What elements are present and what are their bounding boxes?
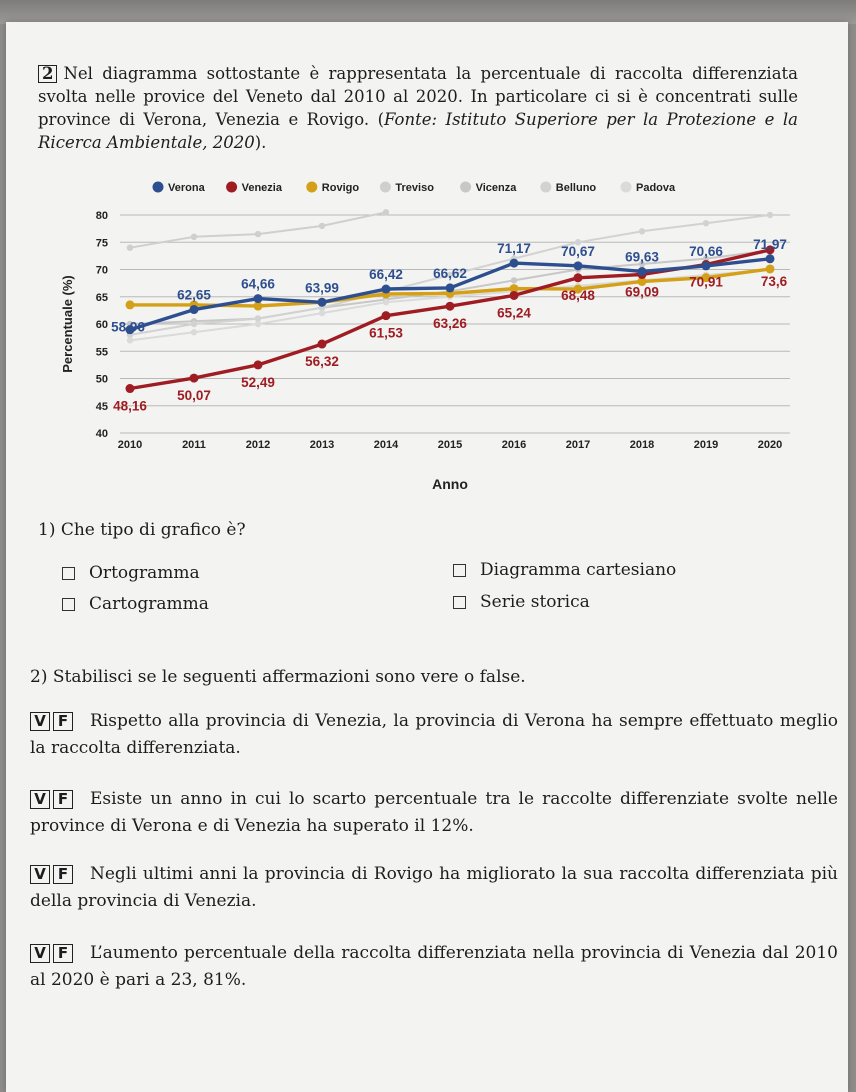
legend-label: Belluno xyxy=(555,182,597,194)
data-point-verona xyxy=(574,261,583,270)
data-label-venezia: 48,16 xyxy=(113,398,147,414)
y-tick-label: 55 xyxy=(95,346,108,359)
intro-text: Nel diagramma sottostante è rappresentata la percentuale di raccolta differenziata svolta nelle provice del Veneto dal 2010 al 2020. In particolare ci si è concentrati sulle province di Verona, Venezia e Rovigo. ( xyxy=(38,64,798,129)
option-label: Diagramma cartesiano xyxy=(480,560,677,580)
data-label-verona: 64,66 xyxy=(241,276,275,292)
data-point-treviso xyxy=(127,245,133,251)
data-label-verona: 66,42 xyxy=(369,267,403,283)
statement-4 xyxy=(30,940,838,994)
option-label: Serie storica xyxy=(480,592,590,612)
data-point-verona xyxy=(702,261,711,270)
false-box[interactable]: F xyxy=(53,865,73,884)
data-point-venezia xyxy=(574,273,583,282)
legend-label: Venezia xyxy=(241,182,282,194)
question-number-box: 2 xyxy=(38,65,57,83)
x-tick-label: 2018 xyxy=(629,439,655,451)
legend-label: Treviso xyxy=(395,182,434,194)
data-point-venezia xyxy=(382,311,391,320)
true-false-boxes[interactable] xyxy=(30,712,76,731)
data-point-verona xyxy=(382,285,391,294)
y-tick-label: 75 xyxy=(95,237,108,250)
true-box[interactable]: V xyxy=(30,712,50,731)
checkbox[interactable] xyxy=(453,596,466,609)
data-label-venezia: 56,32 xyxy=(305,354,339,370)
true-false-boxes[interactable] xyxy=(30,790,76,809)
data-point-treviso xyxy=(383,209,389,215)
x-tick-label: 2020 xyxy=(757,439,783,451)
data-label-verona: 71,97 xyxy=(753,236,787,252)
data-label-verona: 70,67 xyxy=(561,243,595,259)
true-box[interactable]: V xyxy=(30,790,50,809)
option-ortogramma[interactable] xyxy=(62,563,200,583)
option-diagramma-cartesiano[interactable] xyxy=(453,560,676,580)
data-point-venezia xyxy=(126,384,135,393)
y-axis-title: Percentuale (%) xyxy=(60,275,75,373)
x-tick-label: 2010 xyxy=(117,439,143,451)
data-point-venezia xyxy=(190,374,199,383)
legend-label: Rovigo xyxy=(321,182,360,194)
data-point-vicenza xyxy=(511,277,517,283)
data-label-verona: 69,63 xyxy=(625,249,659,265)
true-box[interactable]: V xyxy=(30,944,50,963)
data-point-treviso xyxy=(191,234,197,240)
data-point-treviso xyxy=(319,223,325,229)
data-point-verona xyxy=(190,305,199,314)
data-point-verona xyxy=(318,298,327,307)
photo-top-shadow xyxy=(0,0,856,24)
data-point-belluno xyxy=(703,220,709,226)
y-tick-label: 80 xyxy=(95,210,108,222)
data-label-venezia: 61,53 xyxy=(369,325,403,341)
x-tick-label: 2017 xyxy=(565,439,591,451)
chart-svg xyxy=(50,175,810,505)
y-tick-label: 65 xyxy=(95,291,108,304)
data-point-belluno xyxy=(191,321,197,327)
data-point-verona xyxy=(638,267,647,276)
data-label-venezia: 70,91 xyxy=(689,274,723,290)
x-tick-label: 2011 xyxy=(182,439,206,451)
legend-marker xyxy=(460,182,471,193)
data-point-venezia xyxy=(446,302,455,311)
data-label-verona: 63,99 xyxy=(305,280,339,296)
option-label: Cartogramma xyxy=(89,594,209,614)
data-label-verona: 66,62 xyxy=(433,265,467,281)
data-label-venezia: 69,09 xyxy=(625,284,659,300)
checkbox[interactable] xyxy=(453,564,466,577)
false-box[interactable]: F xyxy=(53,790,73,809)
statement-2 xyxy=(30,786,838,840)
data-label-venezia: 65,24 xyxy=(497,305,531,321)
legend-marker xyxy=(153,182,164,193)
data-label-verona: 58,96 xyxy=(111,319,145,335)
statement-text: L’aumento percentuale della raccolta differenziata nella provincia di Venezia dal 2010 al 2020 è pari a 23, 81%. xyxy=(30,943,838,990)
data-point-verona xyxy=(254,294,263,303)
data-point-padova xyxy=(191,329,197,335)
option-serie-storica[interactable] xyxy=(453,592,590,612)
checkbox[interactable] xyxy=(62,567,75,580)
true-box[interactable]: V xyxy=(30,865,50,884)
legend-marker xyxy=(540,182,551,193)
question-2-title: 2) Stabilisci se le seguenti affermazioni sono vere o false. xyxy=(30,667,526,687)
intro-text-end: ). xyxy=(254,133,267,152)
x-tick-label: 2014 xyxy=(373,439,399,451)
data-point-padova xyxy=(383,299,389,305)
x-tick-label: 2013 xyxy=(309,439,335,451)
option-cartogramma[interactable] xyxy=(62,594,209,614)
statement-text: Rispetto alla provincia di Venezia, la provincia di Verona ha sempre effettuato meglio la raccolta differenziata. xyxy=(30,711,838,758)
legend-label: Vicenza xyxy=(475,182,517,194)
legend-label: Verona xyxy=(168,182,205,194)
data-label-venezia: 52,49 xyxy=(241,374,275,390)
legend-marker xyxy=(621,182,632,193)
intro-source: Fonte: Istituto Superiore per la Protezione e la Ricerca Ambientale, 2020 xyxy=(38,110,798,152)
question-1-title: 1) Che tipo di grafico è? xyxy=(38,520,246,540)
legend-marker xyxy=(226,182,237,193)
true-false-boxes[interactable] xyxy=(30,944,76,963)
data-point-belluno xyxy=(255,315,261,321)
statement-text: Negli ultimi anni la provincia di Rovigo ha migliorato la sua raccolta differenziata più della provincia di Venezia. xyxy=(30,864,838,911)
x-tick-label: 2015 xyxy=(437,439,463,451)
false-box[interactable]: F xyxy=(53,712,73,731)
x-axis-title: Anno xyxy=(432,476,468,492)
line-chart xyxy=(50,175,810,505)
data-point-rovigo xyxy=(126,300,135,309)
data-label-venezia: 63,26 xyxy=(433,316,467,332)
data-point-belluno xyxy=(767,212,773,218)
y-tick-label: 45 xyxy=(95,400,108,413)
y-tick-label: 60 xyxy=(95,319,108,331)
data-label-venezia: 68,48 xyxy=(561,287,595,303)
false-box[interactable]: F xyxy=(53,944,73,963)
checkbox[interactable] xyxy=(62,598,75,611)
question-2-intro xyxy=(38,62,798,154)
data-point-padova xyxy=(127,337,133,343)
data-point-verona xyxy=(510,259,519,268)
option-label: Ortogramma xyxy=(89,563,200,583)
data-label-verona: 62,65 xyxy=(177,287,211,303)
statement-3 xyxy=(30,861,838,915)
data-point-verona xyxy=(446,283,455,292)
data-point-belluno xyxy=(639,228,645,234)
data-label-venezia: 50,07 xyxy=(177,388,211,404)
y-tick-label: 70 xyxy=(95,264,108,277)
x-tick-label: 2016 xyxy=(501,439,527,451)
data-label-verona: 71,17 xyxy=(497,241,531,257)
x-tick-label: 2012 xyxy=(245,439,271,451)
data-point-treviso xyxy=(255,231,261,237)
data-point-venezia xyxy=(318,340,327,349)
data-point-venezia xyxy=(254,360,263,369)
data-point-venezia xyxy=(510,291,519,300)
y-tick-label: 40 xyxy=(95,428,108,440)
data-point-padova xyxy=(255,321,261,327)
legend-marker xyxy=(380,182,391,193)
true-false-boxes[interactable] xyxy=(30,865,76,884)
data-point-verona xyxy=(766,254,775,263)
data-label-verona: 70,66 xyxy=(689,243,723,259)
statement-1 xyxy=(30,708,838,762)
x-tick-label: 2019 xyxy=(693,439,719,451)
statement-text: Esiste un anno in cui lo scarto percentuale tra le raccolte differenziate svolte nelle province di Verona e di Venezia ha superato il 12%. xyxy=(30,789,838,836)
data-point-rovigo xyxy=(766,264,775,273)
legend-label: Padova xyxy=(636,182,676,194)
data-point-padova xyxy=(319,310,325,316)
data-label-venezia: 73,6 xyxy=(760,273,788,289)
y-tick-label: 50 xyxy=(95,373,108,386)
legend-marker xyxy=(306,182,317,193)
